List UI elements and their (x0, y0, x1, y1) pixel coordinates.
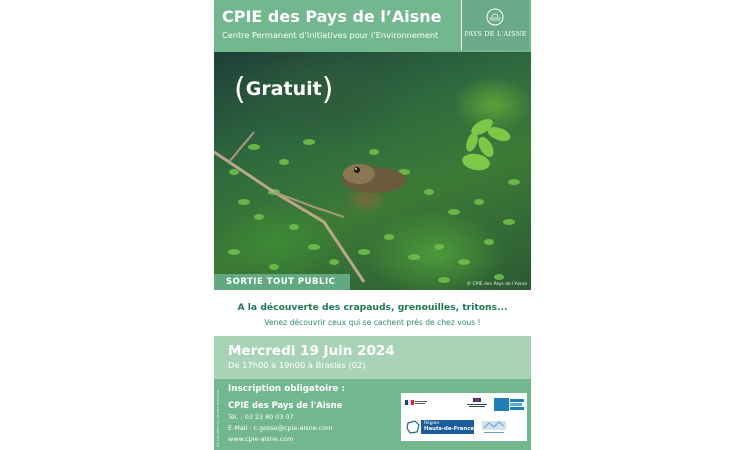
event-date: Mercredi 19 Juin 2024 (228, 343, 395, 359)
contact-phone: Tél. : 03 23 80 03 07 (228, 413, 294, 421)
contact-org: CPIE des Pays de l'Aisne (228, 400, 343, 410)
contact-email[interactable]: E-Mail : c.gosse@cpie-aisne.com (228, 424, 333, 432)
agence-eau-logo (494, 398, 509, 411)
event-datetime (214, 336, 531, 379)
partner-logos (401, 393, 527, 441)
logo-text: PAYS DE L'AISNE (464, 30, 527, 38)
region-logo (421, 420, 474, 434)
cpie-logo-icon (486, 8, 504, 26)
registration-heading: Inscription obligatoire : (228, 384, 345, 394)
free-badge-open: ( (234, 72, 246, 107)
free-badge-close: ) (321, 72, 334, 107)
event-subline: Venez découvrir ceux qui se cachent près de chez vous ! (264, 318, 481, 327)
vertical-note-text: Ne pas jeter sur la voie publique (216, 390, 220, 447)
event-poster (214, 0, 531, 450)
region-map-icon (406, 420, 420, 434)
cpie-logo (461, 0, 529, 50)
org-subtitle: Centre Permanent d’Initiatives pour l’Environnement (222, 30, 439, 40)
agence-logo-icon (480, 418, 508, 436)
agence-eau-text-icon (510, 398, 524, 411)
poster-header (214, 0, 531, 52)
frog-photo (214, 52, 531, 290)
event-headline: A la découverte des crapauds, grenouilles, tritons... (237, 302, 508, 313)
republique-logo-icon (405, 399, 427, 409)
vertical-note (216, 387, 222, 447)
region-label: Hauts-de-France (424, 426, 475, 432)
free-badge (234, 72, 333, 107)
event-time-place: De 17h00 à 19h00 à Brasles (02) (228, 360, 366, 370)
event-description (214, 290, 531, 336)
photo-credit: © CPIE des Pays de l'Aisne (466, 282, 527, 287)
prefet-logo-icon (465, 398, 489, 410)
audience-tag-label: SORTIE TOUT PUBLIC (226, 277, 336, 287)
contact-website[interactable]: www.cpie-aisne.com (228, 435, 294, 443)
region-label-small: Région (424, 421, 440, 426)
free-badge-label: Gratuit (245, 78, 322, 100)
org-title: CPIE des Pays de l’Aisne (222, 7, 442, 26)
audience-tag (214, 274, 350, 290)
contact-footer (214, 379, 531, 450)
